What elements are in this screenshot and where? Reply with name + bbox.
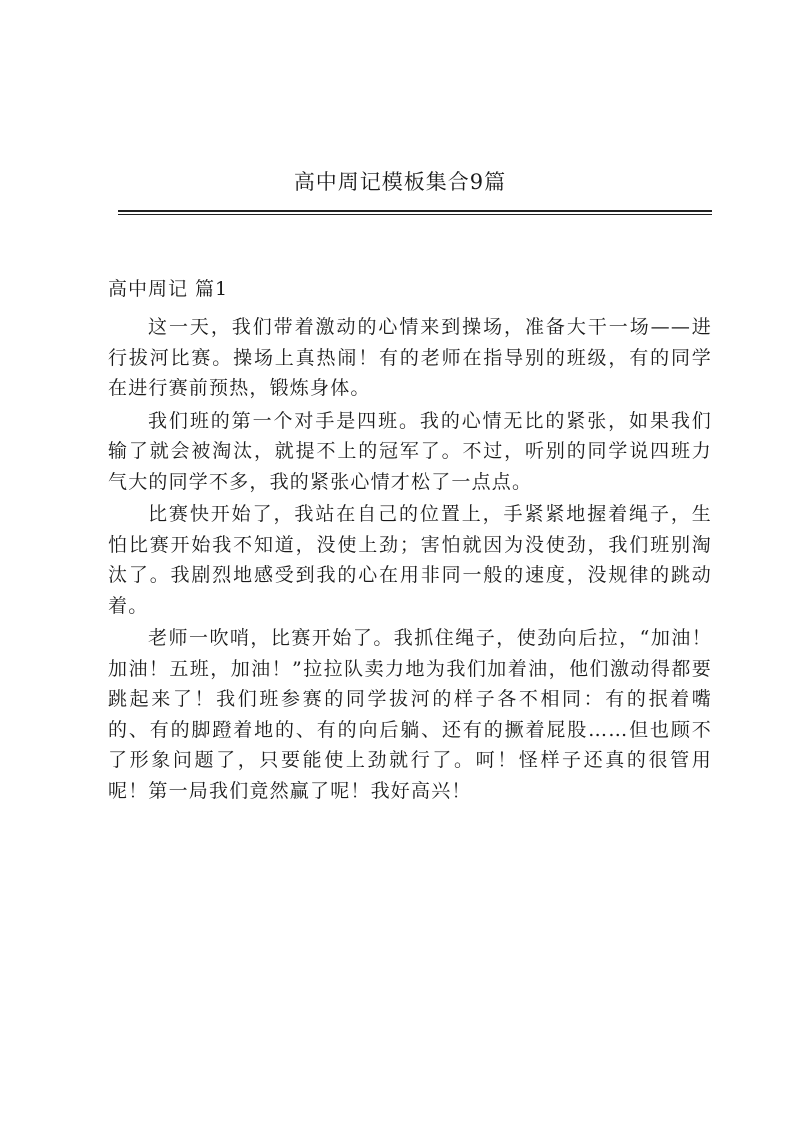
body-text [108,312,712,808]
paragraph: 我们班的第一个对手是四班。我的心情无比的紧张，如果我们输了就会被淘汰，就提不上的冠军了。不过，听别的同学说四班力气大的同学不多，我的紧张心情才松了一点点。 [108,409,712,493]
paragraph: 这一天，我们带着激动的心情来到操场，准备大干一场——进行拔河比赛。操场上真热闹！有的老师在指导别的班级，有的同学在进行赛前预热，锻炼身体。 [108,316,712,399]
paragraph: 老师一吹哨，比赛开始了。我抓住绳子，使劲向后拉，“加油！加油！五班，加油！”拉拉队卖力地为我们加着油，他们激动得都要跳起来了！我们班参赛的同学拔河的样子各不相同：有的抿着嘴的、有的脚蹬着地的、有的向后躺、还有的撅着屁股……但也顾不了形象问题了，只要能使上劲就行了。呵！怪样子还真的很管用呢！第一局我们竟然赢了呢！我好高兴！ [108,627,712,802]
section-heading: 高中周记 篇1 [108,278,229,300]
document-title: 高中周记模板集合9篇 [293,170,507,194]
paragraph: 比赛快开始了，我站在自己的位置上，手紧紧地握着绳子，生怕比赛开始我不知道，没使上劲；害怕就因为没使劲，我们班别淘汰了。我剧烈地感受到我的心在用非同一般的速度，没规律的跳动着。 [108,503,712,617]
title-divider [118,210,712,215]
